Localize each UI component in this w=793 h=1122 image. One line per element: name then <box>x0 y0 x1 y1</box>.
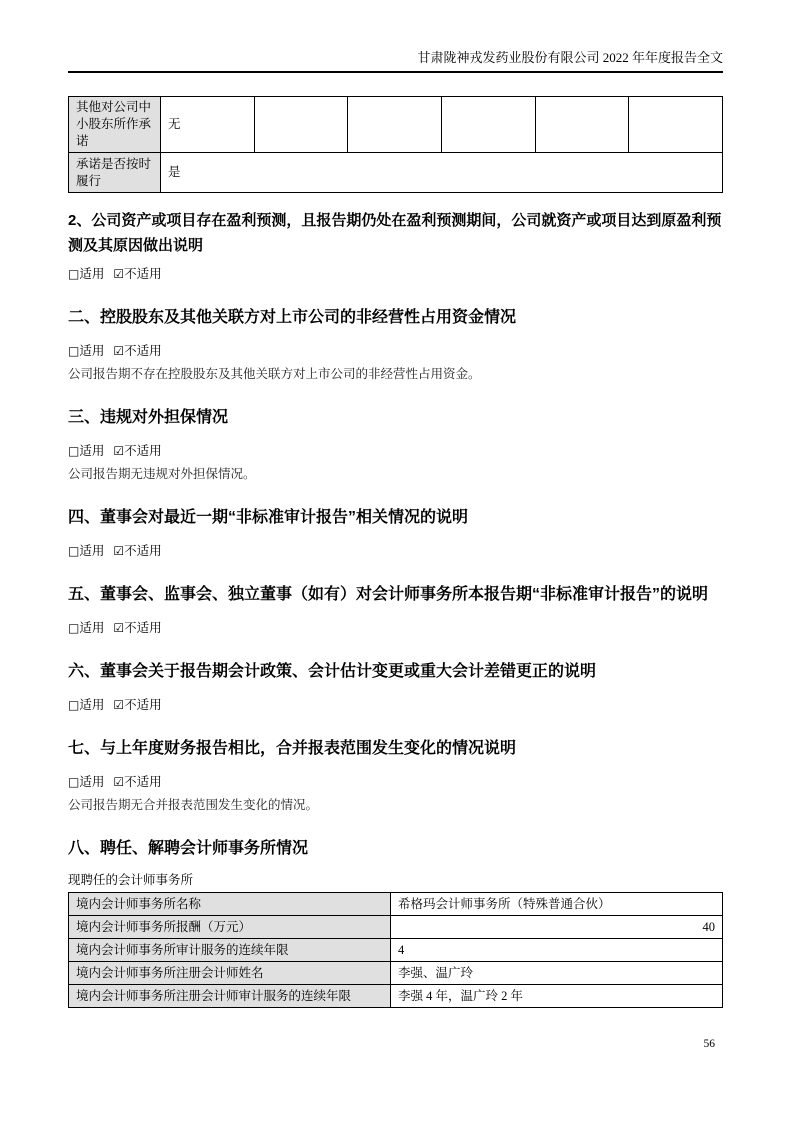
section-heading-accounting-firm: 八、聘任、解聘会计师事务所情况 <box>68 840 309 857</box>
row-label-cell: 境内会计师事务所注册会计师审计服务的连续年限 <box>69 985 391 1008</box>
row-value-cell: 希格玛会计师事务所（特殊普通合伙） <box>391 893 723 916</box>
section-heading-accounting-policy-change: 六、董事会关于报告期会计政策、会计估计变更或重大会计差错更正的说明 <box>68 663 597 680</box>
row-value-cell: 是 <box>161 153 723 193</box>
checkbox-unchecked-icon: □ <box>68 544 80 558</box>
not-applicable-label: 不适用 <box>124 444 162 458</box>
table-row <box>69 985 723 1008</box>
row-value-cell: 李强、温广玲 <box>391 962 723 985</box>
applicability-row <box>68 697 723 713</box>
checkbox-checked-icon: ☑ <box>113 544 125 558</box>
section-heading-profit-forecast: 2、公司资产或项目存在盈利预测，且报告期仍处在盈利预测期间，公司就资产或项目达到原盈利预测及其原因做出说明 <box>68 212 722 254</box>
row-label-cell: 境内会计师事务所报酬（万元） <box>69 916 391 939</box>
checkbox-checked-icon: ☑ <box>113 344 125 358</box>
applicable-label: 适用 <box>79 444 105 458</box>
row-label-cell: 境内会计师事务所注册会计师姓名 <box>69 962 391 985</box>
table-row <box>69 153 723 193</box>
not-applicable-label: 不适用 <box>124 698 162 712</box>
not-applicable-label: 不适用 <box>124 544 162 558</box>
applicable-label: 适用 <box>79 344 105 358</box>
applicability-row <box>68 343 723 359</box>
checkbox-unchecked-icon: □ <box>68 267 80 281</box>
page-number: 56 <box>703 1038 715 1050</box>
section-note: 公司报告期不存在控股股东及其他关联方对上市公司的非经营性占用资金。 <box>68 367 481 381</box>
row-value-cell: 4 <box>391 939 723 962</box>
checkbox-checked-icon: ☑ <box>113 267 125 281</box>
checkbox-checked-icon: ☑ <box>113 444 125 458</box>
row-label-cell: 境内会计师事务所审计服务的连续年限 <box>69 939 391 962</box>
section-note: 公司报告期无合并报表范围发生变化的情况。 <box>68 798 319 812</box>
empty-cell <box>348 97 442 153</box>
section-note: 公司报告期无违规对外担保情况。 <box>68 467 256 481</box>
section-heading-consolidation-scope: 七、与上年度财务报告相比，合并报表范围发生变化的情况说明 <box>68 740 517 757</box>
checkbox-checked-icon: ☑ <box>113 775 125 789</box>
checkbox-checked-icon: ☑ <box>113 698 125 712</box>
not-applicable-label: 不适用 <box>124 621 162 635</box>
checkbox-unchecked-icon: □ <box>68 344 80 358</box>
applicable-label: 适用 <box>79 621 105 635</box>
section-heading-fund-occupation: 二、控股股东及其他关联方对上市公司的非经营性占用资金情况 <box>68 309 517 326</box>
empty-cell <box>629 97 723 153</box>
row-value-cell: 40 <box>391 916 723 939</box>
not-applicable-label: 不适用 <box>124 267 162 281</box>
table-row <box>69 962 723 985</box>
table-row <box>69 97 723 153</box>
table-row <box>69 916 723 939</box>
not-applicable-label: 不适用 <box>124 344 162 358</box>
empty-cell <box>254 97 348 153</box>
checkbox-unchecked-icon: □ <box>68 444 80 458</box>
applicable-label: 适用 <box>79 544 105 558</box>
applicability-row <box>68 543 723 559</box>
header-title: 甘肃陇神戎发药业股份有限公司 2022 年年度报告全文 <box>417 50 723 65</box>
row-label-cell: 承诺是否按时履行 <box>69 153 161 193</box>
section-heading-board-audit-statement: 四、董事会对最近一期“非标准审计报告”相关情况的说明 <box>68 509 469 526</box>
applicable-label: 适用 <box>79 775 105 789</box>
applicability-row <box>68 443 723 459</box>
applicable-label: 适用 <box>79 698 105 712</box>
not-applicable-label: 不适用 <box>124 775 162 789</box>
row-label-cell: 境内会计师事务所名称 <box>69 893 391 916</box>
table-row <box>69 893 723 916</box>
row-value-cell: 无 <box>161 97 255 153</box>
commitment-table <box>68 96 723 193</box>
empty-cell <box>441 97 535 153</box>
accounting-firm-intro: 现聘任的会计师事务所 <box>68 873 194 887</box>
applicable-label: 适用 <box>79 267 105 281</box>
section-heading-board-supervisor-statement: 五、董事会、监事会、独立董事（如有）对会计师事务所本报告期“非标准审计报告”的说明 <box>68 586 709 603</box>
checkbox-unchecked-icon: □ <box>68 775 80 789</box>
checkbox-checked-icon: ☑ <box>113 621 125 635</box>
applicability-row <box>68 774 723 790</box>
checkbox-unchecked-icon: □ <box>68 698 80 712</box>
table-row <box>69 939 723 962</box>
page-header <box>68 0 723 73</box>
row-value-cell: 李强 4 年，温广玲 2 年 <box>391 985 723 1008</box>
empty-cell <box>535 97 629 153</box>
checkbox-unchecked-icon: □ <box>68 621 80 635</box>
section-heading-guarantee: 三、违规对外担保情况 <box>68 409 229 426</box>
row-label-cell: 其他对公司中小股东所作承诺 <box>69 97 161 153</box>
accounting-firm-table <box>68 892 723 1008</box>
applicability-row <box>68 266 723 282</box>
applicability-row <box>68 620 723 636</box>
